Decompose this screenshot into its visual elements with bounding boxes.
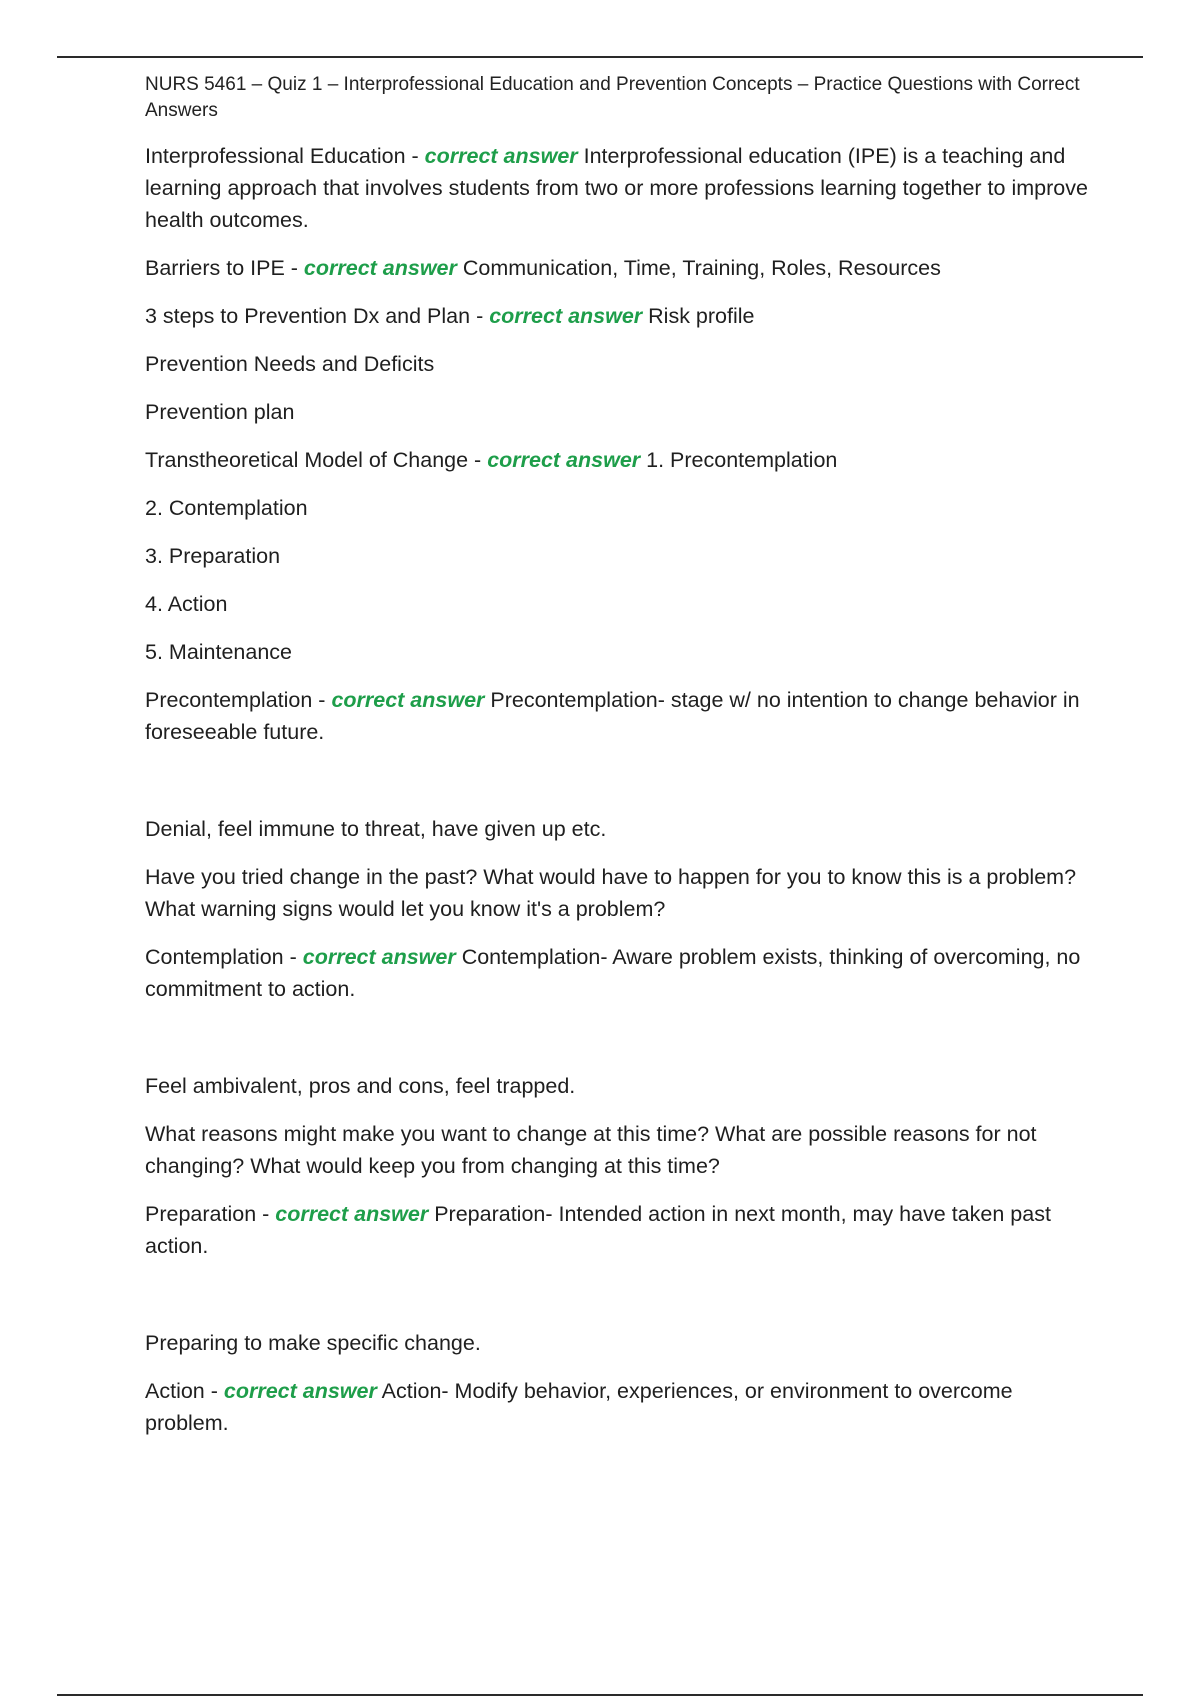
list-item: 4. Action [145, 592, 228, 616]
answer: Preparation- Intended action in next month, may have taken past action. [145, 1202, 1051, 1258]
qa-item: Barriers to IPE - correct answer Communication, Time, Training, Roles, Resources [145, 256, 941, 280]
term: Preparation [145, 1202, 257, 1226]
qa-item: 3 steps to Prevention Dx and Plan - correct answer Risk profile [145, 304, 755, 328]
answer: Communication, Time, Training, Roles, Resources [462, 256, 941, 280]
document-title: NURS 5461 – Quiz 1 – Interprofessional Education and Prevention Concepts – Practice Questions with Correct Answers [145, 74, 1080, 121]
bottom-rule [57, 1694, 1143, 1696]
spacer [145, 1278, 1095, 1327]
text-line: Denial, feel immune to threat, have given up etc. [145, 817, 607, 841]
answer: 1. Precontemplation [646, 448, 838, 472]
answer: Action- Modify behavior, experiences, or environment to overcome problem. [145, 1379, 1013, 1435]
document-body [145, 72, 1095, 1455]
text-line: Have you tried change in the past? What would have to happen for you to know this is a problem? What warning signs would let you know it's a problem? [145, 865, 1077, 921]
correct-answer-label: correct answer [331, 688, 485, 712]
correct-answer-label: correct answer [487, 448, 641, 472]
text-line: Prevention plan [145, 400, 295, 424]
text-line: What reasons might make you want to change at this time? What are possible reasons for not changing? What would keep you from changing at this time? [145, 1122, 1037, 1178]
list-item: 3. Preparation [145, 544, 281, 568]
term: 3 steps to Prevention Dx and Plan [145, 304, 471, 328]
text-line: Preparing to make specific change. [145, 1331, 481, 1355]
answer: Contemplation- Aware problem exists, thinking of overcoming, no commitment to action. [145, 945, 1081, 1001]
qa-item: Precontemplation - correct answer Precontemplation- stage w/ no intention to change behavior in foreseeable future. [145, 688, 1080, 744]
correct-answer-label: correct answer [302, 945, 456, 969]
term: Contemplation [145, 945, 284, 969]
term: Action [145, 1379, 205, 1403]
top-rule [57, 56, 1143, 58]
spacer [145, 764, 1095, 813]
term: Precontemplation [145, 688, 313, 712]
spacer [145, 1021, 1095, 1070]
qa-item: Transtheoretical Model of Change - correct answer 1. Precontemplation [145, 448, 838, 472]
term: Interprofessional Education [145, 144, 406, 168]
qa-item: Action - correct answer Action- Modify behavior, experiences, or environment to overcome problem. [145, 1379, 1013, 1435]
correct-answer-label: correct answer [223, 1379, 377, 1403]
text-line: Feel ambivalent, pros and cons, feel trapped. [145, 1074, 576, 1098]
qa-item: Contemplation - correct answer Contemplation- Aware problem exists, thinking of overcoming, no commitment to action. [145, 945, 1081, 1001]
correct-answer-label: correct answer [424, 144, 578, 168]
correct-answer-label: correct answer [275, 1202, 429, 1226]
term: Transtheoretical Model of Change [145, 448, 469, 472]
term: Barriers to IPE [145, 256, 285, 280]
answer: Precontemplation- stage w/ no intention to change behavior in foreseeable future. [145, 688, 1080, 744]
correct-answer-label: correct answer [489, 304, 643, 328]
list-item: 2. Contemplation [145, 496, 308, 520]
correct-answer-label: correct answer [303, 256, 457, 280]
answer: Interprofessional education (IPE) is a teaching and learning approach that involves students from two or more professions learning together to improve health outcomes. [145, 144, 1088, 232]
text-line: Prevention Needs and Deficits [145, 352, 435, 376]
list-item: 5. Maintenance [145, 640, 293, 664]
answer: Risk profile [648, 304, 755, 328]
qa-item: Preparation - correct answer Preparation- Intended action in next month, may have taken past action. [145, 1202, 1051, 1258]
qa-item: Interprofessional Education - correct answer Interprofessional education (IPE) is a teaching and learning approach that involves students from two or more professions learning together to improve health outcomes. [145, 144, 1088, 232]
